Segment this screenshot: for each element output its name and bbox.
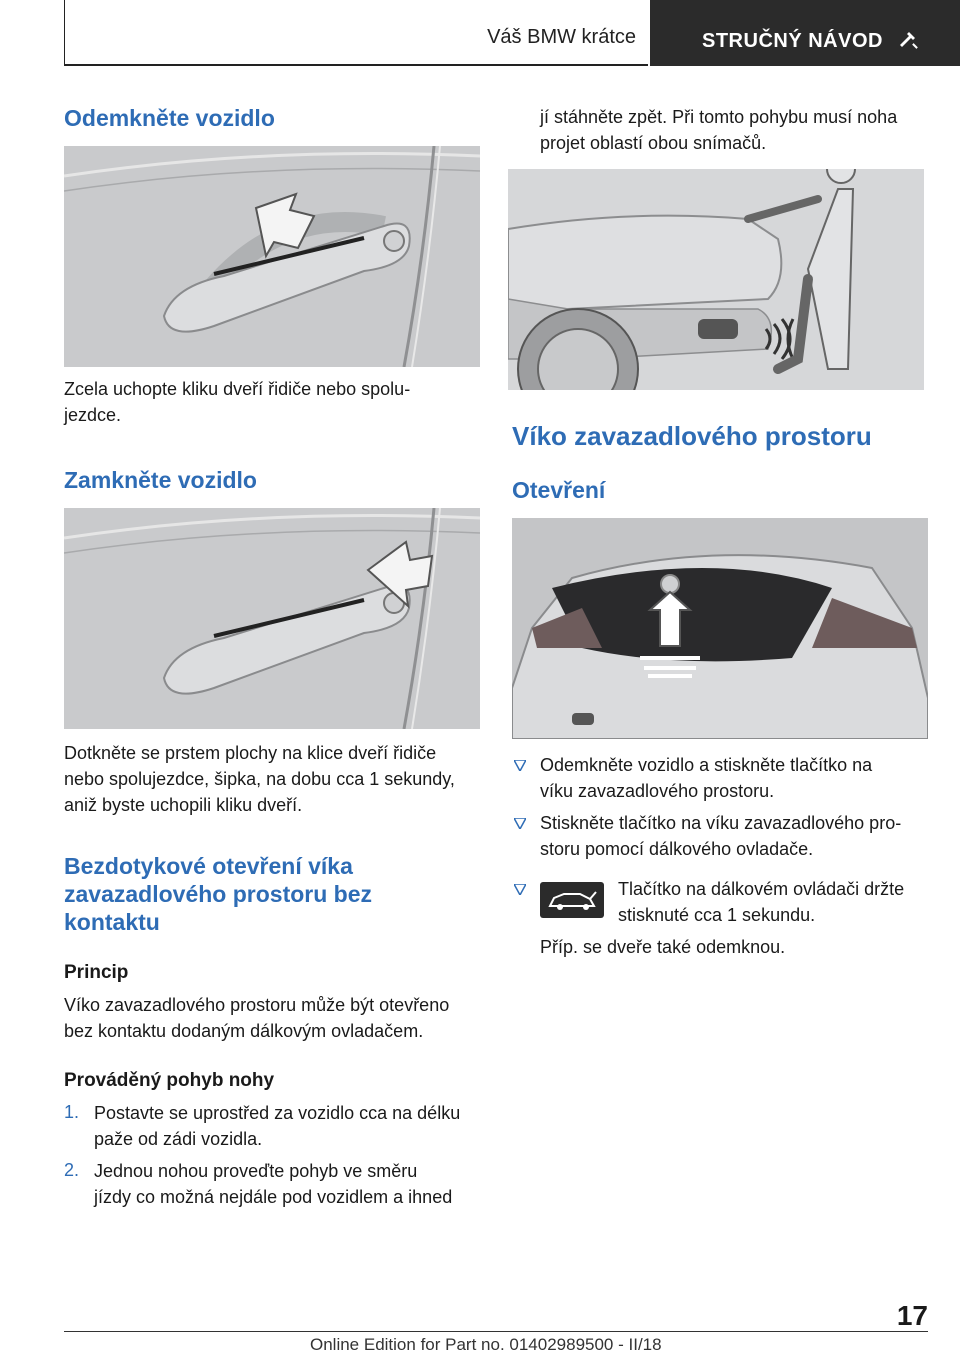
contactless-title-line-1: Bezdotykové otevření víka	[64, 853, 353, 879]
step-1-line-2: paže od zádi vozidla.	[94, 1129, 263, 1149]
lock-caption-line-1: Dotkněte se prstem plochy na klice dveří řidiče	[64, 743, 437, 763]
bullet-3-line-2: stisknuté cca 1 sekundu.	[618, 905, 816, 925]
bullet-arrow-icon	[514, 818, 526, 829]
header-section-title: Váš BMW krátce	[487, 26, 636, 48]
contactless-title-line-2: zavazadlového prostoru bez	[64, 881, 373, 907]
trunk-title: Víko zavazadlového prostoru	[512, 421, 872, 451]
motion-title: Prováděný pohyb nohy	[64, 1070, 275, 1091]
open-title: Otevření	[512, 477, 606, 503]
lock-title: Zamkněte vozidlo	[64, 467, 257, 493]
footer-edition: Online Edition for Part no. 01402989500 - II/18	[310, 1335, 662, 1354]
continuation-line-1: jí stáhněte zpět. Při tomto pohybu musí noha	[540, 107, 898, 127]
note-text: Příp. se dveře také odemknou.	[540, 937, 786, 957]
principle-title: Princip	[64, 962, 129, 983]
principle-line-1: Víko zavazadlového prostoru může být otevřeno	[64, 995, 450, 1015]
principle-line-2: bez kontaktu dodaným dálkovým ovladačem.	[64, 1021, 424, 1041]
trunk-opening-figure	[512, 518, 928, 739]
step-2-line-2: jízdy co možná nejdále pod vozidlem a ihned	[94, 1187, 453, 1207]
wrench-icon	[896, 28, 920, 52]
bullet-1-line-2: víku zavazadlového prostoru.	[540, 781, 775, 801]
lock-caption-line-2: nebo spolujezdce, šipka, na dobu cca 1 sekundy,	[64, 769, 455, 789]
bullet-2-line-1: Stiskněte tlačítko na víku zavazadlového pro‐	[540, 813, 902, 833]
bullet-1-line-1: Odemkněte vozidlo a stiskněte tlačítko na	[540, 755, 873, 775]
unlock-caption-line-1: Zcela uchopte kliku dveří řidiče nebo spolu‐	[64, 379, 411, 399]
door-handle-lock-figure	[64, 508, 480, 729]
foot-gesture-figure	[508, 169, 924, 390]
step-1-line-1: Postavte se uprostřed za vozidlo cca na délku	[94, 1103, 461, 1123]
step-number: 1.	[64, 1102, 80, 1122]
header-bottom-rule	[64, 64, 648, 66]
bullet-arrow-icon	[514, 760, 526, 771]
footer-rule	[64, 1331, 928, 1332]
car-trunk-remote-icon	[540, 882, 604, 918]
unlock-caption-line-2: jezdce.	[64, 405, 122, 425]
step-2-line-1: Jednou nohou proveďte pohyb ve směru	[94, 1161, 418, 1181]
bullet-3-line-1: Tlačítko na dálkovém ovládači držte	[618, 879, 905, 899]
bullet-2-line-2: storu pomocí dálkového ovladače.	[540, 839, 814, 859]
door-handle-unlock-figure	[64, 146, 480, 367]
lock-caption-line-3: aniž byste uchopili kliku dveří.	[64, 795, 303, 815]
continuation-line-2: projet oblastí obou snímačů.	[540, 133, 767, 153]
unlock-title: Odemkněte vozidlo	[64, 105, 275, 131]
bullet-arrow-icon	[514, 884, 526, 895]
page-number: 17	[896, 1300, 928, 1331]
header-tab	[650, 0, 960, 66]
step-number: 2.	[64, 1160, 80, 1180]
header-tab-label: STRUČNÝ NÁVOD	[702, 30, 883, 52]
contactless-title-line-3: kontaktu	[64, 909, 160, 935]
